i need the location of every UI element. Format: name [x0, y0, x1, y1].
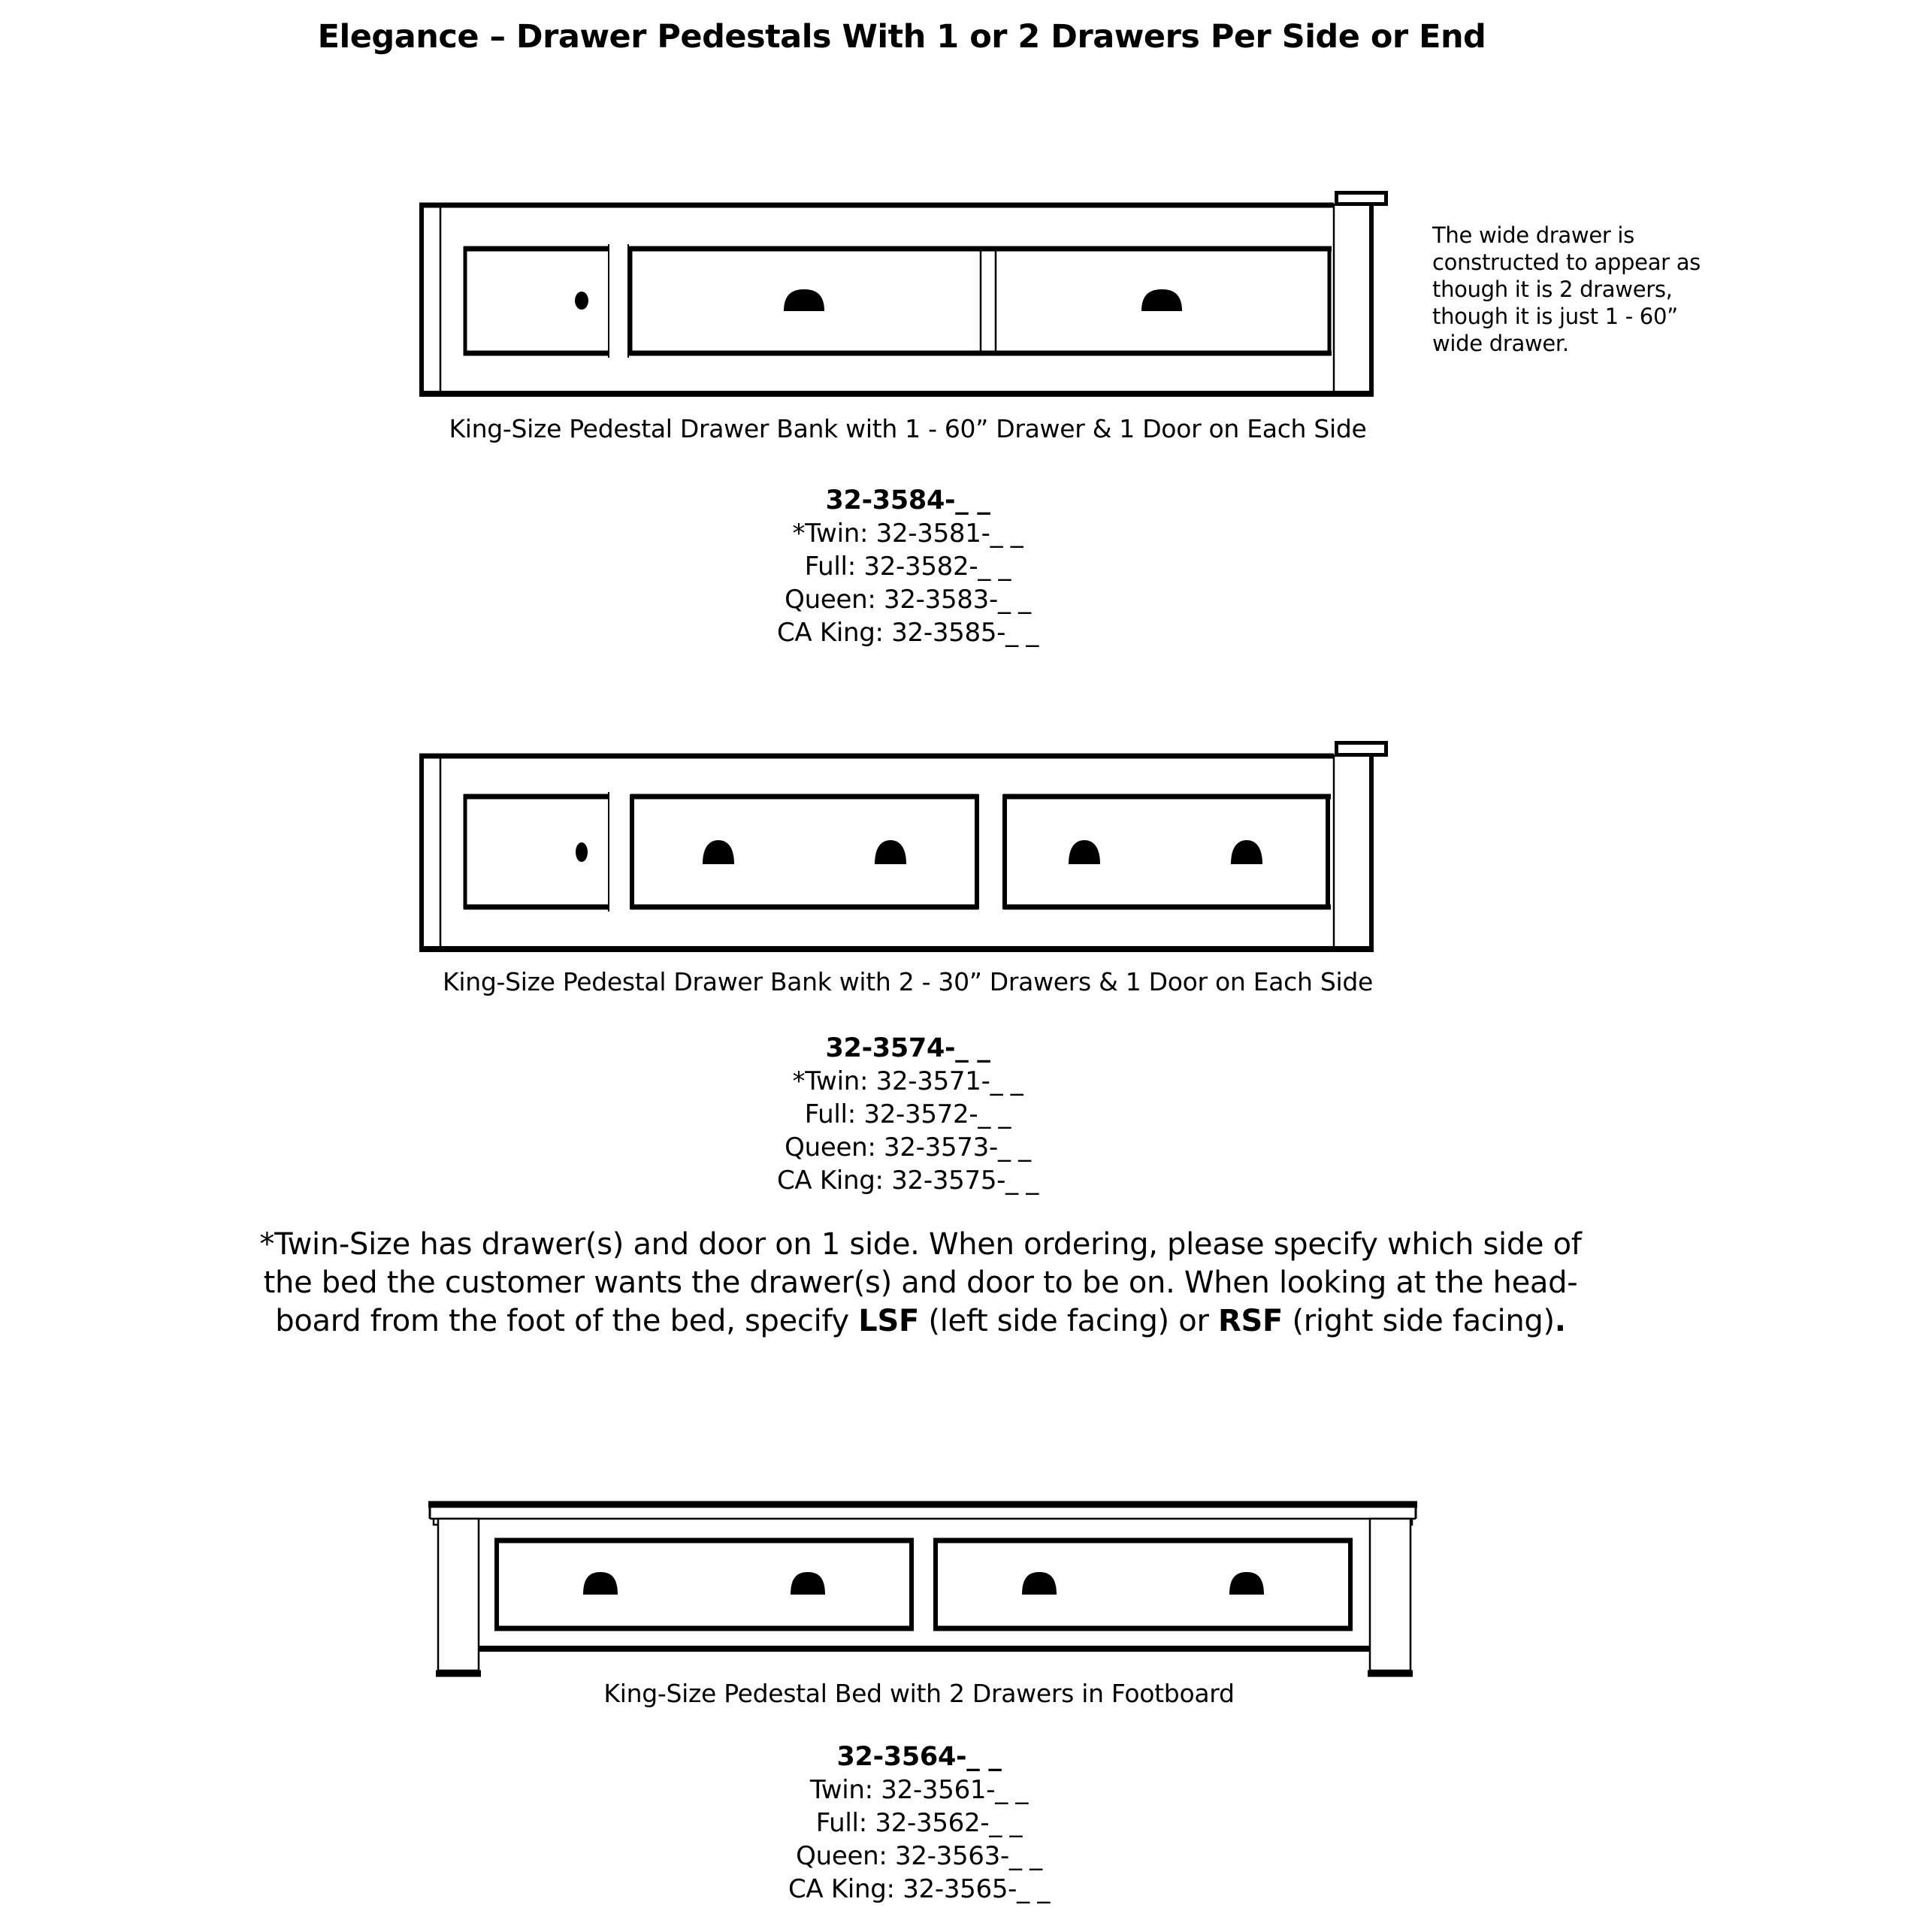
cup-pull-icon [1229, 1572, 1264, 1595]
part-number-header: 32-3564-_ _ [836, 1742, 1002, 1772]
part-numbers-2 [526, 1032, 1290, 1197]
post-cap [1337, 193, 1386, 204]
diagram-drawer-bank-60in [419, 191, 1389, 400]
part-row: Queen: 32-3563-_ _ [796, 1841, 1042, 1871]
cup-pull-icon [583, 1572, 618, 1595]
door-panel [465, 792, 609, 912]
footboard-cap [428, 1502, 1417, 1525]
ordering-note-line1: *Twin-Size has drawer(s) and door on 1 side. When ordering, please specify which side of [259, 1227, 1582, 1262]
part-row: Full: 32-3572-_ _ [804, 1099, 1011, 1129]
part-row: Full: 32-3562-_ _ [815, 1808, 1023, 1838]
diagram-drawer-bank-30in [419, 741, 1389, 955]
ordering-note-line2: the bed the customer wants the drawer(s) and door to be on. When looking at the head- [263, 1265, 1578, 1300]
post-cap [1337, 743, 1386, 755]
part-number-header: 32-3584-_ _ [825, 485, 990, 516]
note-line: constructed to appear as [1432, 249, 1701, 275]
wide-drawer-panel [628, 244, 1329, 358]
diagram-footboard-drawers [428, 1499, 1420, 1683]
cup-pull-icon [784, 289, 824, 311]
diagram3-caption: King-Size Pedestal Bed with 2 Drawers in Footboard [603, 1679, 1235, 1708]
footboard-drawer-right [936, 1538, 1350, 1631]
cup-pull-icon [875, 840, 906, 864]
cup-pull-icon [703, 840, 734, 864]
footboard-leg-left [436, 1519, 481, 1673]
part-row: Queen: 32-3573-_ _ [785, 1132, 1031, 1163]
ordering-note-line3: board from the foot of the bed, specify LSF (left side facing) or RSF (right side facing). [275, 1304, 1566, 1338]
cup-pull-icon [1231, 840, 1262, 864]
note-line: though it is 2 drawers, [1432, 277, 1673, 302]
door-knob-icon [575, 292, 588, 310]
part-row: CA King: 32-3585-_ _ [776, 618, 1039, 648]
part-numbers-3 [537, 1740, 1301, 1906]
drawer-panel-left [632, 794, 977, 909]
footboard-leg-right [1368, 1519, 1413, 1673]
wide-drawer-note [1432, 222, 1703, 357]
part-row: *Twin: 32-3571-_ _ [792, 1066, 1023, 1096]
door-knob-icon [576, 842, 588, 862]
footboard-drawer-left [497, 1538, 912, 1631]
note-line: wide drawer. [1432, 331, 1569, 356]
part-row: Twin: 32-3561-_ _ [809, 1775, 1029, 1805]
part-row: *Twin: 32-3581-_ _ [792, 519, 1023, 549]
cup-pull-icon [1069, 840, 1100, 864]
cup-pull-icon [791, 1572, 825, 1595]
part-row: Full: 32-3582-_ _ [804, 552, 1011, 582]
diagram2-caption: King-Size Pedestal Drawer Bank with 2 - 30” Drawers & 1 Door on Each Side [443, 967, 1373, 996]
cup-pull-icon [1141, 289, 1182, 311]
note-line: though it is just 1 - 60” [1432, 304, 1678, 329]
drawer-panel-right [1005, 794, 1328, 909]
part-row: CA King: 32-3565-_ _ [788, 1874, 1051, 1904]
page-title: Elegance – Drawer Pedestals With 1 or 2 Drawers Per Side or End [317, 18, 1486, 56]
ordering-note [222, 1226, 1619, 1341]
note-line: The wide drawer is [1432, 222, 1634, 248]
part-row: Queen: 32-3583-_ _ [785, 585, 1031, 615]
part-row: CA King: 32-3575-_ _ [776, 1166, 1039, 1196]
cup-pull-icon [1022, 1572, 1057, 1595]
diagram1-caption: King-Size Pedestal Drawer Bank with 1 - 60” Drawer & 1 Door on Each Side [449, 414, 1367, 443]
part-numbers-1 [526, 484, 1290, 649]
part-number-header: 32-3574-_ _ [825, 1033, 990, 1063]
door-panel [465, 244, 609, 358]
